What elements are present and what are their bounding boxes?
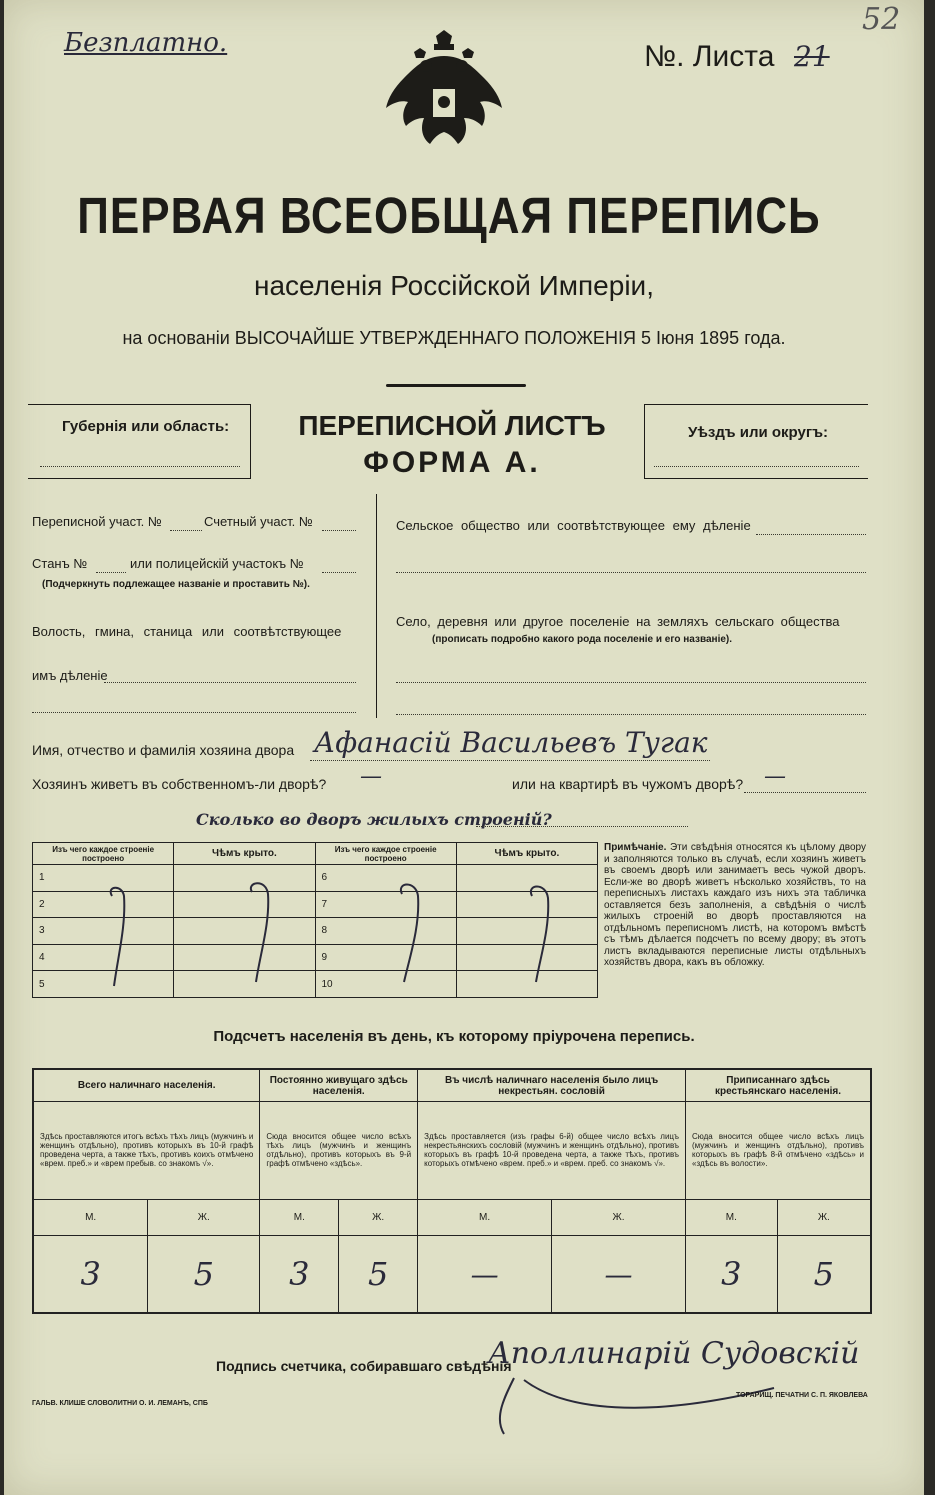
form-name: ФОРМА А. <box>363 446 541 479</box>
resident-female-value: 5 <box>339 1236 418 1313</box>
resident-male-value: 3 <box>260 1236 339 1313</box>
total-female-value: 5 <box>148 1236 260 1313</box>
row-number: 6 <box>315 865 456 892</box>
free-label: Безплатно. <box>64 28 228 58</box>
row-number: 5 <box>33 971 174 998</box>
police-station-label: или полицейскій участокъ № <box>130 556 304 571</box>
ornament-divider <box>386 384 526 387</box>
signature-label: Подпись счетчика, собиравшаго свѣдѣнія <box>216 1358 512 1374</box>
census-section-label: Переписной участ. № <box>32 514 162 529</box>
col-resident-desc: Сюда вносится общее число всѣхъ тѣхъ лицъ (мужчинъ и женщинъ отдѣльно), противъ которыхъ въ 9-й графѣ отмѣчено «здѣсь». <box>260 1102 418 1200</box>
female-label: Ж. <box>777 1199 871 1236</box>
archive-page-number: 52 <box>862 2 901 37</box>
col-roof-header-2: Чѣмъ крыто. <box>456 843 597 865</box>
note-text: Эти свѣдѣнія относятся къ цѣлому двору и заполняются только въ случаѣ, если хозяинъ живетъ въ своемъ дворѣ или занимаетъ весь чужой дворъ. Если-же во дворѣ живетъ нѣсколько хозяйствъ, то на переписныхъ листахъ каждаго изъ нихъ эта табличка оставляется безъ заполненія, а свѣдѣнія о числѣ жилыхъ строеній во дворѣ проставляются на отдѣльномъ переписномъ листѣ, на которомъ вмѣстѣ съ тѣмъ дѣлается подсчетъ по всему двору; въ этотъ листъ вкладываются переписные листы отдѣльныхъ хозяйствъ двора, какъ въ обложку. <box>604 842 866 968</box>
row-number: 2 <box>33 891 174 918</box>
main-title: ПЕРВАЯ ВСЕОБЩАЯ ПЕРЕПИСЬ <box>77 188 821 245</box>
owner-rent-label: или на квартирѣ въ чужомъ дворѣ? <box>512 776 744 792</box>
male-label: М. <box>686 1199 778 1236</box>
row-number: 1 <box>33 865 174 892</box>
male-label: М. <box>418 1199 552 1236</box>
male-label: М. <box>260 1199 339 1236</box>
note-title: Примѣчаніе. <box>604 842 667 853</box>
signature-value: Аполлинарій Судовскій <box>488 1336 860 1371</box>
owner-rent-value: — <box>764 764 786 789</box>
row-number: 3 <box>33 918 174 945</box>
row-number: 7 <box>315 891 456 918</box>
note-block <box>604 842 866 969</box>
printer-right: ТОРАРИЩ. ПЕЧАТНИ С. П. ЯКОВЛЕВА <box>736 1392 868 1399</box>
col-nonpeasant-header: Въ числѣ наличнаго населенія было лицъ некрестьян. сословій <box>418 1069 686 1102</box>
sheet-title: ПЕРЕПИСНОЙ ЛИСТЪ <box>298 410 606 441</box>
signature-flourish <box>484 1370 804 1440</box>
count-section-label: Счетный участ. № <box>204 514 313 529</box>
province-label: Губернія или область: <box>62 418 230 435</box>
stan-label: Станъ № <box>32 556 88 571</box>
district-label: Уѣздъ или округъ: <box>688 424 829 441</box>
row-number: 10 <box>315 971 456 998</box>
col-roof-header: Чѣмъ крыто. <box>174 843 315 865</box>
sheet-number-label: №. Листа <box>644 40 775 73</box>
population-title: Подсчетъ населенія въ день, къ которому пріурочена перепись. <box>213 1028 695 1045</box>
total-male-value: 3 <box>33 1236 148 1313</box>
rural-society-label: Сельское общество или соотвѣтствующее ему дѣленіе <box>396 518 751 533</box>
col-built-header: Изъ чего каждое строеніе построено <box>33 843 174 865</box>
col-total-desc: Здѣсь проставляются итогъ всѣхъ тѣхъ лицъ (мужчинъ и женщинъ отдѣльно), противъ которыхъ въ 10-й графѣ проведена черта, а также тѣхъ, противъ коихъ отмѣчено «врем. преб.» и «врем пребыв. со знакомъ √». <box>33 1102 260 1200</box>
male-label: М. <box>33 1199 148 1236</box>
col-peasant-desc: Сюда вносится общее число всѣхъ лицъ (мужчинъ и женщинъ отдѣльно), противъ которыхъ въ графѣ 8-й отмѣчено «здѣсь» и «здѣсь въ волости». <box>686 1102 871 1200</box>
sheet-number-value: 21 <box>794 40 830 73</box>
owner-lives-label: Хозяинъ живетъ въ собственномъ-ли дворѣ? <box>32 776 327 792</box>
female-label: Ж. <box>339 1199 418 1236</box>
imperial-eagle-emblem <box>384 28 504 178</box>
printer-left: ГАЛЬВ. КЛИШЕ СЛОВОЛИТНИ О. И. ЛЕМАНЪ, СПБ <box>32 1400 208 1407</box>
row-number: 9 <box>315 944 456 971</box>
nonpeasant-male-value: — <box>418 1236 552 1313</box>
sub-title: населенія Россійской Имперіи, <box>254 270 654 301</box>
basis-line: на основаніи ВЫСОЧАЙШЕ УТВЕРЖДЕННАГО ПОЛОЖЕНІЯ 5 Іюня 1895 года. <box>122 328 786 348</box>
village-note: (прописать подробно какого рода поселеніе и его названіе). <box>432 634 733 645</box>
owner-name-value: Афанасій Васильевъ Тугак <box>314 726 708 759</box>
peasant-female-value: 5 <box>777 1236 871 1313</box>
village-label: Село, деревня или другое поселеніе на земляхъ сельскаго общества <box>396 614 840 629</box>
col-built-header-2: Изъ чего каждое строеніе построено <box>315 843 456 865</box>
underline-note: (Подчеркнуть подлежащее названіе и проставить №). <box>42 579 310 590</box>
volost-label-2: имъ дѣленіе <box>32 668 108 683</box>
owner-name-label: Имя, отчество и фамилія хозяина двора <box>32 742 295 758</box>
col-nonpeasant-desc: Здѣсь проставляется (изъ графы 6-й) общее число всѣхъ лицъ некрестьянскихъ сословій (мужчинъ и женщинъ отдѣльно), противъ которыхъ въ графѣ 10-й проведена черта, а также тѣхъ, противъ которыхъ отмѣчено «врем. преб.» и «врем. преб. со знакомъ √». <box>418 1102 686 1200</box>
buildings-label: Сколько во дворъ жилыхъ строеній? <box>196 810 552 829</box>
peasant-male-value: 3 <box>686 1236 778 1313</box>
row-number: 4 <box>33 944 174 971</box>
col-peasant-header: Приписаннаго здѣсь крестьянскаго населенія. <box>686 1069 871 1102</box>
owner-lives-value: — <box>360 764 382 789</box>
col-total-header: Всего наличнаго населенія. <box>33 1069 260 1102</box>
row-number: 8 <box>315 918 456 945</box>
handwritten-dashes <box>32 864 598 998</box>
nonpeasant-female-value: — <box>552 1236 686 1313</box>
female-label: Ж. <box>552 1199 686 1236</box>
col-resident-header: Постоянно живущаго здѣсь населенія. <box>260 1069 418 1102</box>
female-label: Ж. <box>148 1199 260 1236</box>
population-table <box>32 1068 872 1314</box>
volost-label: Волость, гмина, станица или соотвѣтствующее <box>32 624 342 639</box>
census-sheet <box>4 0 924 1495</box>
